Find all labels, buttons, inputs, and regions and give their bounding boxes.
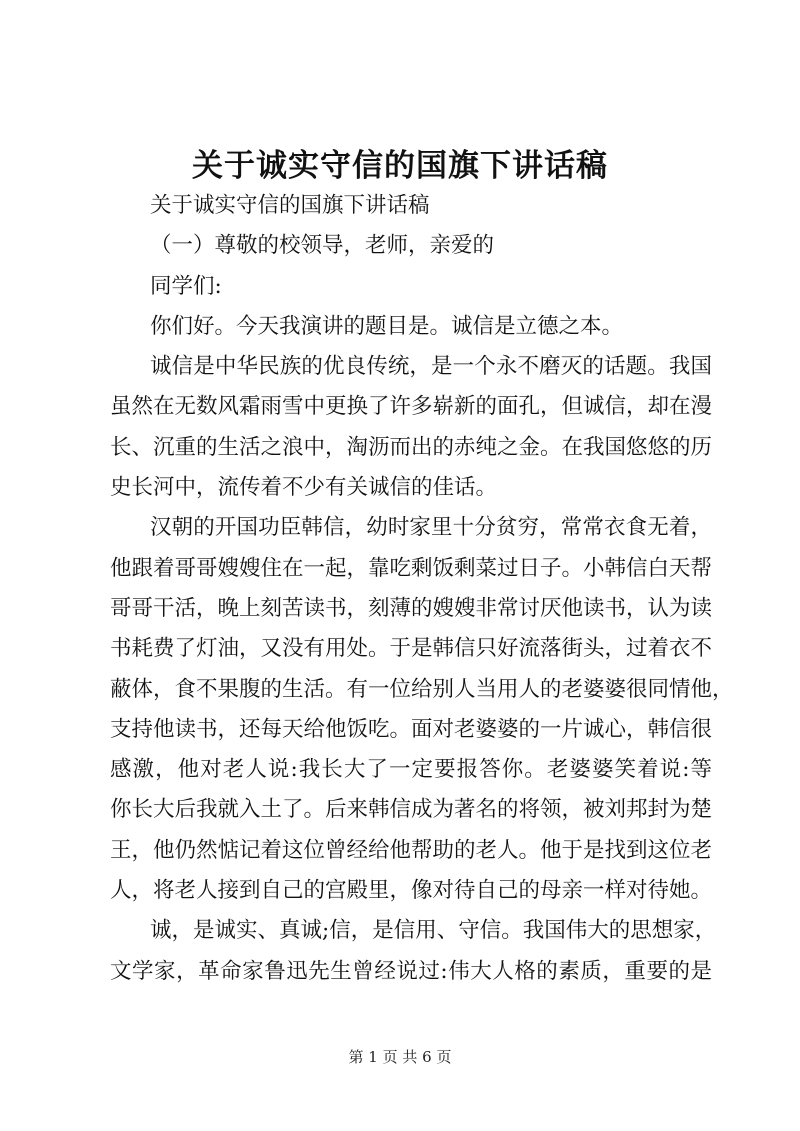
text-line: 长、沉重的生活之浪中，淘沥而出的赤纯之金。在我国悠悠的历 <box>110 434 713 460</box>
text-line: 文学家，革命家鲁迅先生曾经说过:伟大人格的素质，重要的是 <box>110 958 712 984</box>
text-line: 同学们: <box>150 273 222 299</box>
text-line: 汉朝的开国功臣韩信，幼时家里十分贫穷，常常衣食无着， <box>150 515 712 541</box>
text-line: 史长河中，流传着不少有关诚信的佳话。 <box>110 475 498 501</box>
text-line: 蔽体，食不果腹的生活。有一位给别人当用人的老婆婆很同情他， <box>110 676 734 702</box>
text-line: 人，将老人接到自己的宫殿里，像对待自己的母亲一样对待她。 <box>110 878 713 904</box>
text-line: 王，他仍然惦记着这位曾经给他帮助的老人。他于是找到这位老 <box>110 837 713 863</box>
text-line: 诚，是诚实、真诚;信，是信用、守信。我国伟大的思想家， <box>150 918 717 944</box>
text-line: 诚信是中华民族的优良传统，是一个永不磨灭的话题。我国 <box>150 354 712 380</box>
text-line: 感激，他对老人说:我长大了一定要报答你。老婆婆笑着说:等 <box>110 757 712 783</box>
text-line: 支持他读书，还每天给他饭吃。面对老婆婆的一片诚心，韩信很 <box>110 716 713 742</box>
text-line: 哥哥干活，晚上刻苦读书，刻薄的嫂嫂非常讨厌他读书，认为读 <box>110 595 713 621</box>
text-line: 书耗费了灯油，又没有用处。于是韩信只好流落街头，过着衣不 <box>110 636 713 662</box>
text-line: 你长大后我就入土了。后来韩信成为著名的将领，被刘邦封为楚 <box>110 797 713 823</box>
page-footer: 第 1 页 共 6 页 <box>348 1048 452 1066</box>
text-line: 他跟着哥哥嫂嫂住在一起，靠吃剩饭剩菜过日子。小韩信白天帮 <box>110 555 713 581</box>
text-line: 虽然在无数风霜雨雪中更换了许多崭新的面孔，但诚信，却在漫 <box>110 394 713 420</box>
text-line: （一）尊敬的校领导，老师，亲爱的 <box>150 233 495 259</box>
document-body <box>110 186 734 992</box>
page-title: 关于诚实守信的国旗下讲话稿 <box>192 148 608 184</box>
text-line: 关于诚实守信的国旗下讲话稿 <box>150 193 430 218</box>
text-line: 你们好。今天我演讲的题目是。诚信是立德之本。 <box>150 313 624 339</box>
